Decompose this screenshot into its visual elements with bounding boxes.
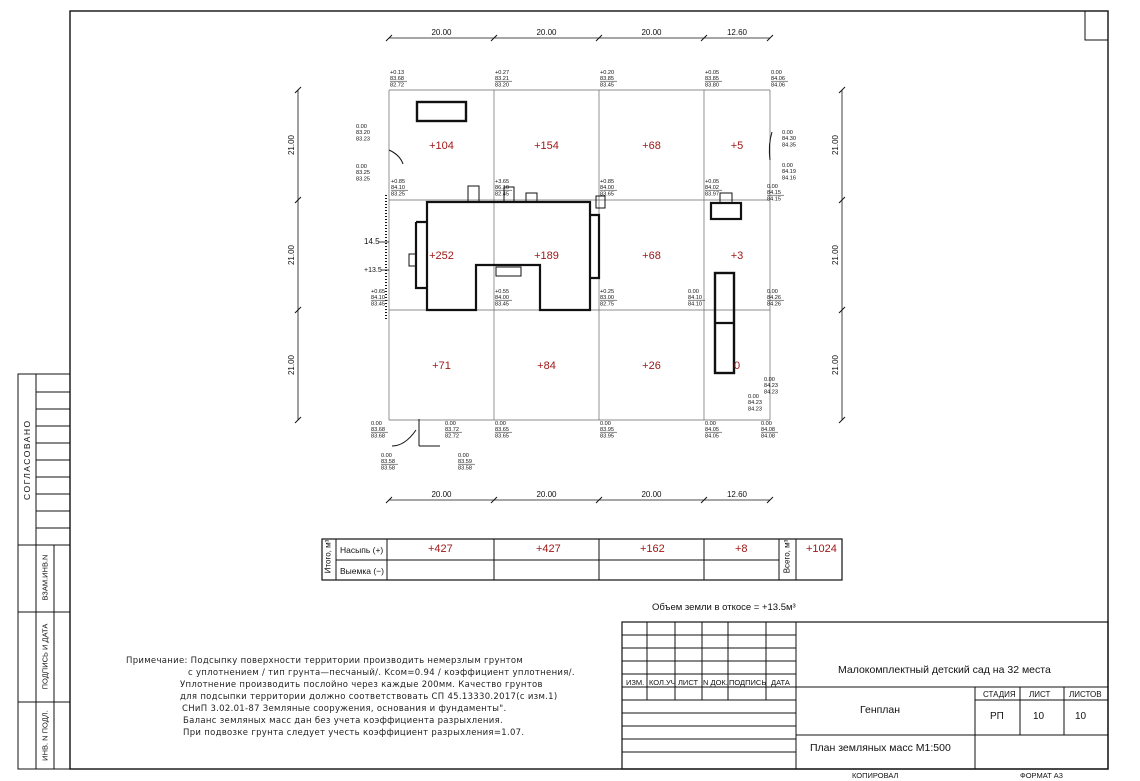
dimension-label: 21.00 — [831, 134, 840, 156]
elevation-mark: 83.95 — [600, 427, 614, 434]
note-line: СНиП 3.02.01-87 Земляные сооружения, основания и фундаменты". — [182, 704, 507, 714]
total-value: +1024 — [806, 543, 837, 555]
cut-row-label: Выемка (−) — [340, 566, 384, 576]
edge-elevation-mark: 84.23 — [764, 389, 778, 396]
elevation-mark: 83.85 — [600, 76, 614, 83]
dimension-label: 12.60 — [726, 28, 748, 37]
fill-value-3: +162 — [640, 543, 665, 555]
cell-volume: +3 — [730, 250, 744, 262]
elevation-mark: 0.00 — [495, 421, 506, 427]
elevation-mark: 84.26 — [767, 301, 781, 308]
dimension-label: 21.00 — [287, 244, 296, 266]
cell-volume: +68 — [642, 250, 661, 262]
edge-elevation-mark: 84.23 — [764, 383, 778, 390]
elevation-mark: 83.20 — [495, 82, 509, 89]
dimension-label: 20.00 — [536, 490, 557, 499]
elevation-mark: 83.45 — [600, 82, 614, 89]
edge-elevation-mark: 0.00 — [782, 163, 793, 169]
elevation-mark: 83.45 — [371, 301, 385, 308]
edge-elevation-mark: 83.23 — [356, 136, 370, 143]
note-line: для подсыпки территории должно соответствовать СП 45.13330.2017(с изм.1) — [180, 692, 558, 702]
elevation-mark: 0.00 — [445, 421, 456, 427]
elevation-mark: 83.80 — [705, 82, 719, 89]
elevation-mark: 83.68 — [390, 76, 404, 83]
edge-elevation-mark: 0.00 — [764, 377, 775, 383]
cell-volume: +71 — [432, 360, 451, 372]
cell-volume: +5 — [730, 140, 744, 152]
elevation-mark: 82.75 — [600, 301, 614, 308]
elevation-mark: 0.00 — [688, 289, 699, 295]
edge-elevation-mark: 83.25 — [356, 176, 370, 183]
dimension-label: 12.60 — [726, 490, 748, 499]
slope-volume: Объем земли в откосе = +13.5м³ — [652, 602, 796, 613]
elevation-mark: 84.15 — [767, 196, 781, 203]
sheet-label: ЛИСТ — [1029, 690, 1051, 699]
sheets-label: ЛИСТОВ — [1069, 690, 1102, 699]
elevation-mark: 83.58 — [381, 465, 395, 472]
header-kol: КОЛ.УЧ — [649, 678, 676, 687]
note-line: При подвозке грунта следует учесть коэффициент разрыхления=1.07. — [183, 728, 525, 738]
elevation-mark: 83.85 — [705, 76, 719, 83]
elevation-mark: 84.06 — [771, 82, 785, 89]
elevation-mark: 83.65 — [495, 427, 509, 434]
elevation-mark: 83.97 — [705, 191, 719, 198]
format-label: ФОРМАТ А3 — [1020, 771, 1063, 780]
elevation-mark: +0.55 — [495, 289, 510, 295]
elevation-mark: 84.10 — [391, 185, 405, 192]
elevation-mark: 84.06 — [771, 76, 785, 83]
elevation-mark: 82.72 — [445, 433, 459, 440]
sign-date-label: ПОДПИСЬ И ДАТА — [40, 623, 50, 690]
edge-elevation-mark: 83.20 — [356, 130, 370, 137]
dimension-label: 21.00 — [287, 134, 296, 156]
cell-volume: +252 — [429, 250, 454, 262]
cell-volume: +68 — [642, 140, 661, 152]
building-outline — [409, 102, 741, 373]
slope-mark-lower: +13.5 — [364, 267, 382, 274]
elevation-mark: 84.10 — [688, 301, 702, 308]
elevation-mark: 86.10 — [495, 185, 509, 192]
elevation-mark: 84.00 — [600, 185, 614, 192]
cell-volume: +189 — [534, 250, 559, 262]
agreed-stamp: СОГЛАСОВАНО — [22, 419, 32, 500]
existing-structure — [417, 102, 466, 121]
edge-elevation-mark: 0.00 — [748, 394, 759, 400]
cell-volume: 0 — [733, 360, 741, 372]
elevation-mark: 83.65 — [495, 433, 509, 440]
edge-elevation-mark: 0.00 — [782, 130, 793, 136]
fill-value-2: +427 — [536, 543, 561, 555]
stage-label: СТАДИЯ — [983, 690, 1016, 699]
cell-volume: +104 — [429, 140, 454, 152]
edge-elevation-mark: 0.00 — [356, 164, 367, 170]
elevation-mark: +0.05 — [705, 179, 720, 185]
elevation-mark: +0.25 — [600, 289, 615, 295]
elevation-mark: 84.26 — [767, 295, 781, 302]
edge-elevation-mark: 84.19 — [782, 169, 796, 176]
elevation-mark: 84.05 — [705, 427, 719, 434]
elevation-mark: 83.58 — [381, 459, 395, 466]
elevation-mark: +0.85 — [600, 179, 615, 185]
elevation-mark: 83.59 — [458, 459, 472, 466]
elevation-mark: 84.10 — [371, 295, 385, 302]
elevation-mark: +0.85 — [391, 179, 406, 185]
elevation-mark: 84.08 — [761, 433, 775, 440]
elevation-mark: +0.65 — [371, 289, 386, 295]
elevation-mark: 0.00 — [767, 184, 778, 190]
dimension-label: 21.00 — [287, 354, 296, 376]
elevation-mark: 82.72 — [390, 82, 404, 89]
header-izm: ИЗМ. — [626, 678, 645, 687]
dimension-label: 20.00 — [536, 28, 557, 37]
header-list: ЛИСТ — [678, 678, 699, 687]
note-line: Уплотнение производить послойно через каждые 200мм. Качество грунтов — [180, 680, 543, 690]
summary-table — [322, 539, 842, 580]
elevation-mark: +0.27 — [495, 70, 510, 76]
cell-volume: +84 — [537, 360, 556, 372]
elevation-mark: 84.00 — [495, 295, 509, 302]
inv-orig-label: ИНВ. N ПОДЛ. — [40, 710, 50, 761]
note-line: Примечание: Подсыпку поверхности территории производить немерзлым грунтом — [126, 656, 524, 666]
elevation-mark: 83.00 — [600, 295, 614, 302]
project-title: Малокомплектный детский сад на 32 места — [838, 664, 1051, 676]
elevation-mark: 83.65 — [600, 191, 614, 198]
sheet-value: 10 — [1033, 711, 1045, 722]
elevation-mark: +0.13 — [390, 70, 405, 76]
elevation-mark: 83.45 — [495, 301, 509, 308]
summary-side-label: Итого, м³ — [323, 539, 333, 574]
total-label: Всего, м³ — [782, 539, 792, 574]
header-ndok: N ДОК. — [703, 678, 728, 687]
edge-elevation-mark: 84.23 — [748, 406, 762, 413]
edge-elevation-mark: 83.25 — [356, 170, 370, 177]
fill-row-label: Насыпь (+) — [340, 545, 384, 555]
edge-elevation-mark: 84.30 — [782, 136, 796, 143]
dimension-label: 21.00 — [831, 244, 840, 266]
elevation-mark: 83.21 — [495, 76, 509, 83]
elevation-mark: 0.00 — [767, 289, 778, 295]
elevation-mark: 83.68 — [371, 427, 385, 434]
sheets-value: 10 — [1075, 711, 1087, 722]
section-title: Генплан — [860, 704, 901, 716]
slope-mark-upper: 14.5 — [364, 237, 380, 246]
corner-tab — [1085, 11, 1108, 40]
dimension-label: 20.00 — [641, 28, 662, 37]
dimension-label: 20.00 — [641, 490, 662, 499]
edge-elevation-mark: 84.23 — [748, 400, 762, 407]
note-line: Баланс земляных масс дан без учета коэффициента разрыхления. — [183, 716, 504, 726]
header-date: ДАТА — [771, 678, 790, 687]
elevation-mark: +3.65 — [495, 179, 510, 185]
elevation-mark: 84.10 — [688, 295, 702, 302]
elevation-mark: 82.45 — [495, 191, 509, 198]
elevation-mark: 0.00 — [761, 421, 772, 427]
elevation-mark: 0.00 — [381, 453, 392, 459]
replace-inv-label: ВЗАМ.ИНВ.N — [40, 554, 50, 601]
elevation-mark: +0.05 — [705, 70, 720, 76]
cell-volume: +26 — [642, 360, 661, 372]
elevation-mark: 0.00 — [371, 421, 382, 427]
dimension-label: 20.00 — [431, 28, 452, 37]
elevation-mark: 83.68 — [371, 433, 385, 440]
edge-elevation-mark: 0.00 — [356, 124, 367, 130]
elevation-mark: 83.95 — [600, 433, 614, 440]
stage-value: РП — [990, 711, 1004, 722]
small-structure — [711, 203, 741, 219]
elevation-mark: 84.05 — [705, 433, 719, 440]
elevation-mark: 0.00 — [705, 421, 716, 427]
elevation-mark: 83.58 — [458, 465, 472, 472]
fill-value-1: +427 — [428, 543, 453, 555]
edge-elevation-mark: 84.35 — [782, 142, 796, 149]
dimension-label: 20.00 — [431, 490, 452, 499]
elevation-mark: 84.15 — [767, 190, 781, 197]
note-line: с уплотнением / тип грунта—песчаный/. Kсом=0.94 / коэффициент уплотнения/. — [188, 668, 575, 678]
elevation-mark: 84.02 — [705, 185, 719, 192]
elevation-mark: 0.00 — [458, 453, 469, 459]
elevation-mark: 83.25 — [391, 191, 405, 198]
fill-value-4: +8 — [735, 543, 748, 555]
edge-elevation-mark: 84.16 — [782, 175, 796, 182]
elevation-mark: 0.00 — [771, 70, 782, 76]
dimension-label: 21.00 — [831, 354, 840, 376]
cell-volume: +154 — [534, 140, 559, 152]
header-sign: ПОДПИСЬ — [729, 678, 767, 687]
elevation-mark: 83.72 — [445, 427, 459, 434]
elevation-mark: 84.08 — [761, 427, 775, 434]
drawing-title: План земляных масс М1:500 — [810, 742, 951, 754]
elevation-mark: +0.20 — [600, 70, 615, 76]
copied-label: КОПИРОВАЛ — [852, 771, 899, 780]
elevation-mark: 0.00 — [600, 421, 611, 427]
